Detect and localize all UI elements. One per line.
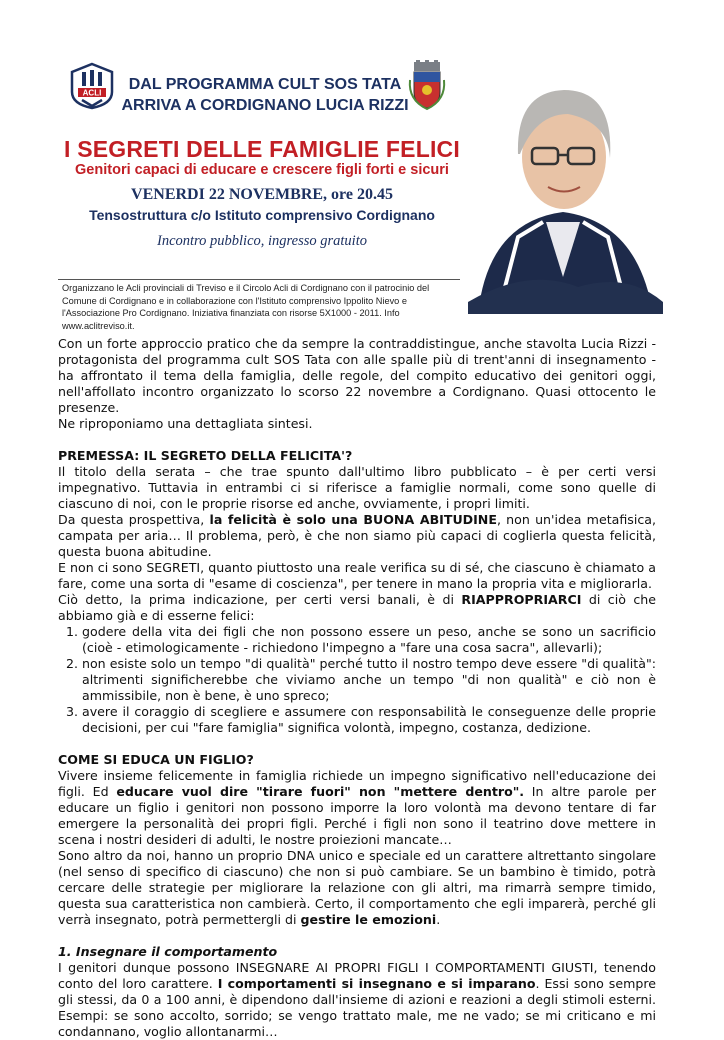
premessa-paragraph-3: E non ci sono SEGRETI, quanto piuttosto una reale verifica su di sé, che ciascuno è chiamato a fare, come una sorta di "esame di coscienza", per tenere in mano la propria vita e migliorarla.: [58, 560, 656, 591]
organizers-note: Organizzano le Acli provinciali di Treviso e il Circolo Acli di Cordignano con il patrocinio del Comune di Cordignano e in collaborazione con l'Istituto comprensivo Ippolito Nievo e l'Associazione Pro Cordignano. Iniziativa finanziata con risorse 5X1000 - 2011. Info www.aclitreviso.it.: [62, 283, 430, 331]
premessa-list: [58, 624, 656, 736]
section-heading-premessa: PREMESSA: IL SEGRETO DELLA FELICITA'?: [58, 448, 353, 463]
educa-paragraph-2: Sono altro da noi, hanno un proprio DNA unico e speciale ed un carattere altrettanto singolare (nel senso di specifico di ciascuno) che non si può cambiare. Se un bambino è timido, potrà cercare delle strategie per migliorare la relazione con gli altri, ma rimarrà sempre timido, questa sua caratteristica non cambierà. Certo, il comportamento che egli imparerà, perché gli verrà insegnato, potrà permettergli di gestire le emozioni.: [58, 848, 656, 927]
event-note: Incontro pubblico, ingresso gratuito: [157, 233, 367, 249]
event-header: [120, 74, 410, 116]
acli-logo-text: ACLI: [82, 88, 102, 98]
event-subtitle: Genitori capaci di educare e crescere figli forti e sicuri: [75, 162, 449, 178]
header-line-2: ARRIVA A CORDIGNANO LUCIA RIZZI: [121, 97, 409, 114]
premessa-paragraph-2: Da questa prospettiva, la felicità è solo una BUONA ABITUDINE, non un'idea metafisica, campata per aria… Il problema, però, è che non siamo più capaci di coglierla questa felicità, questa buona abitudine.: [58, 512, 656, 559]
comportamento-paragraph-1: I genitori dunque possono INSEGNARE AI PROPRI FIGLI I COMPORTAMENTI GIUSTI, tenendo conto del loro carattere. I comportamenti si insegnano e si imparano. Essi sono sempre gli stessi, da 0 a 100 anni, è dipendono dall'insieme di azioni e reazioni a degli stimoli esterni. Esempi: se sono accolto, sorrido; se vengo trattato male, me ne vado; se mi criticano e mi condannano, voglio allontanarmi…: [58, 960, 656, 1039]
section-heading-comportamento: 1. Insegnare il comportamento: [58, 944, 278, 959]
intro-paragraph-2: Ne riproponiamo una dettagliata sintesi.: [58, 416, 313, 431]
article-body: [58, 336, 656, 1040]
intro-paragraph: Con un forte approccio pratico che da sempre la contraddistingue, anche stavolta Lucia Rizzi - protagonista del programma cult SOS Tata con alle spalle più di trent'anni di insegnamento - ha affrontato il tema della famiglia, delle regole, del compito educativo dei genitori oggi, nell'affollato incontro organizzato lo scorso 22 novembre a Cordignano. Quasi ottocento le presenze.: [58, 336, 656, 415]
list-item: 1. godere della vita dei figli che non possono essere un peso, anche se sono un sacrificio (cioè - etimologicamente - richiedono l'impegno a "fare una cosa sacra", allevarli);: [82, 624, 656, 656]
event-venue: Tensostruttura c/o Istituto comprensivo Cordignano: [89, 207, 435, 223]
educa-paragraph-1: Vivere insieme felicemente in famiglia richiede un impegno significativo nell'educazione dei figli. Ed educare vuol dire "tirare fuori" non "mettere dentro". In altre parole per educare un figlio i genitori non possono imporre la loro volontà ma devono tentare di far emergere la personalità dei propri figli. Perché i figli non sono il teatrino dove mettere in scena i nostri desideri di adulti, le nostre proiezioni mancate…: [58, 768, 656, 847]
header-line-1: DAL PROGRAMMA CULT SOS TATA: [128, 76, 402, 93]
premessa-paragraph-4: Ciò detto, la prima indicazione, per certi versi banali, è di RIAPPROPRIARCI di ciò che abbiamo già e di esserne felici:: [58, 592, 656, 623]
event-date: VENERDI 22 NOVEMBRE, ore 20.45: [131, 186, 393, 203]
list-item: 3. avere il coraggio di scegliere e assumere con responsabilità le conseguenze delle proprie decisioni, per cui "fare famiglia" significa volontà, impegno, costanza, dedizione.: [82, 704, 656, 736]
divider: [58, 279, 460, 280]
acli-logo: [68, 62, 116, 110]
premessa-paragraph-1: Il titolo della serata – che trae spunto dall'ultimo libro pubblicato – è per certi versi impegnativo. Tuttavia in entrambi ci si riferisce a famiglie normali, come sono quelle di ciascuno di noi, con le proprie risorse ed anche, ovviamente, i propri limiti.: [58, 464, 656, 511]
section-heading-educa: COME SI EDUCA UN FIGLIO?: [58, 752, 254, 767]
event-title: I SEGRETI DELLE FAMIGLIE FELICI: [64, 136, 460, 162]
speaker-portrait: [458, 62, 668, 314]
list-item: 2. non esiste solo un tempo "di qualità" perché tutto il nostro tempo deve essere "di qualità": altrimenti significherebbe che viviamo anche un tempo "di non qualità" e ciò non è ammissibile, non è bene, è uno spreco;: [82, 656, 656, 704]
municipal-crest-icon: [408, 60, 446, 110]
